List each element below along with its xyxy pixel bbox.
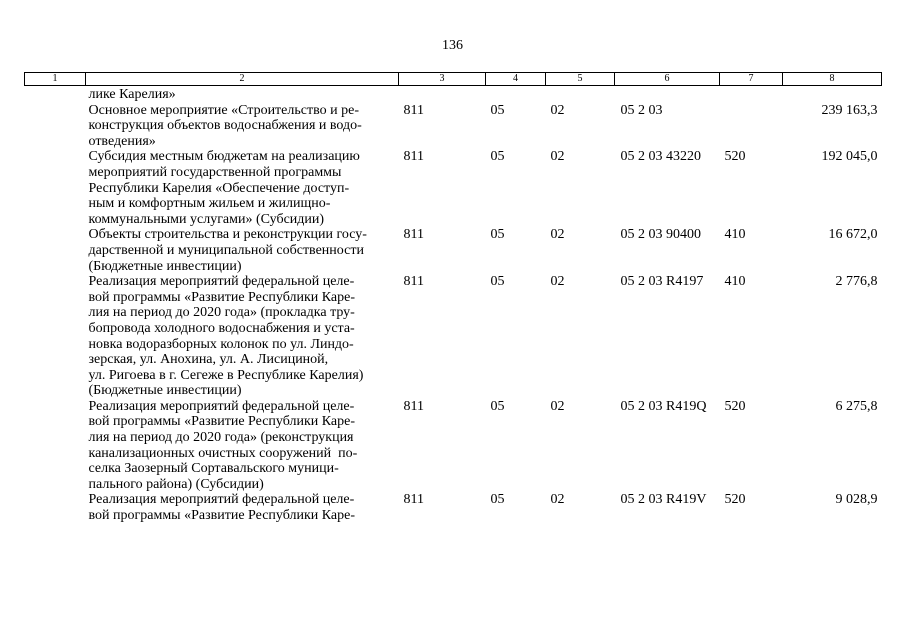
target-article-cell: 05 2 03 43220 xyxy=(620,149,701,165)
target-article-cell: 05 2 03 90400 xyxy=(620,227,701,243)
column-header: 2 xyxy=(86,73,399,86)
item-name-line: Реализация мероприятий федеральной целе- xyxy=(88,274,355,290)
row-number-cell xyxy=(25,227,86,274)
item-name-line: ным и комфортным жильем и жилищно- xyxy=(88,196,331,212)
amount-cell: 2 776,8 xyxy=(835,274,878,290)
item-name-line: коммунальными услугами» (Субсидии) xyxy=(88,211,325,227)
table-row xyxy=(25,492,882,523)
row-number-cell xyxy=(25,86,86,103)
grbs-code-cell xyxy=(399,86,486,103)
section-code-cell: 05 xyxy=(490,398,505,414)
item-name-line: Субсидия местным бюджетам на реализацию xyxy=(88,149,360,165)
column-header: 8 xyxy=(783,73,882,86)
column-header: 4 xyxy=(486,73,546,86)
target-article-cell: 05 2 03 R419Q xyxy=(620,398,707,414)
item-name-line: лике Карелия» xyxy=(88,87,176,102)
expense-type-cell xyxy=(720,86,783,103)
subsection-code-cell: 02 xyxy=(550,274,565,290)
amount-cell xyxy=(783,86,882,103)
item-name-cell xyxy=(86,149,399,227)
section-code-cell: 05 xyxy=(490,227,505,243)
item-name-line: новка водоразборных колонок по ул. Линдо- xyxy=(88,336,354,352)
row-number-cell xyxy=(25,149,86,227)
table-row xyxy=(25,103,882,150)
item-name-line: Реализация мероприятий федеральной целе- xyxy=(88,398,355,414)
item-name-cell xyxy=(86,103,399,150)
item-name-line: ул. Ригоева в г. Сегеже в Республике Карелия) xyxy=(88,367,364,383)
row-number-cell xyxy=(25,103,86,150)
grbs-code-cell: 811 xyxy=(403,274,424,290)
section-code-cell: 05 xyxy=(490,102,505,118)
item-name-line: лия на период до 2020 года» (реконструкция xyxy=(88,430,354,446)
item-name-line: пального района) (Субсидии) xyxy=(88,476,264,492)
subsection-code-cell: 02 xyxy=(550,227,565,243)
item-name-cell xyxy=(86,86,399,103)
grbs-code-cell: 811 xyxy=(403,492,424,508)
item-name-line: вой программы «Развитие Республики Каре- xyxy=(88,414,356,430)
item-name-line: дарственной и муниципальной собственности xyxy=(88,242,364,258)
item-name-line: бопровода холодного водоснабжения и уста- xyxy=(88,320,355,336)
item-name-cell xyxy=(86,227,399,274)
item-name-line: Республики Карелия «Обеспечение доступ- xyxy=(88,180,350,196)
item-name-line: Реализация мероприятий федеральной целе- xyxy=(88,492,355,508)
item-name-line: Объекты строительства и реконструкции госу- xyxy=(88,227,367,243)
column-header: 5 xyxy=(546,73,615,86)
table-row xyxy=(25,274,882,399)
item-name-line: лия на период до 2020 года» (прокладка тру- xyxy=(88,305,355,321)
expense-type-cell: 410 xyxy=(724,274,746,290)
row-number-cell xyxy=(25,492,86,523)
item-name-line: селка Заозерный Сортавальского муници- xyxy=(88,461,339,477)
item-name-line: (Бюджетные инвестиции) xyxy=(88,258,242,274)
target-article-cell: 05 2 03 xyxy=(620,102,663,118)
expense-type-cell: 410 xyxy=(724,227,746,243)
item-name-line: вой программы «Развитие Республики Каре- xyxy=(88,508,356,524)
item-name-line: зерская, ул. Анохина, ул. А. Лисициной, xyxy=(88,352,329,368)
amount-cell: 6 275,8 xyxy=(835,398,878,414)
page-number: 136 xyxy=(442,38,463,53)
expense-type-cell: 520 xyxy=(724,149,746,165)
column-number-header xyxy=(25,73,882,86)
column-header: 1 xyxy=(25,73,86,86)
amount-cell: 9 028,9 xyxy=(835,492,878,508)
item-name-cell xyxy=(86,399,399,493)
target-article-cell: 05 2 03 R4197 xyxy=(620,274,704,290)
section-code-cell: 05 xyxy=(490,274,505,290)
expense-type-cell: 520 xyxy=(724,492,746,508)
target-article-cell xyxy=(615,86,720,103)
item-name-line: Основное мероприятие «Строительство и ре- xyxy=(88,102,359,118)
table-row xyxy=(25,149,882,227)
item-name-line: мероприятий государственной программы xyxy=(88,164,342,180)
amount-cell: 16 672,0 xyxy=(828,227,878,243)
table-body xyxy=(25,86,882,524)
budget-table xyxy=(24,72,882,524)
subsection-code-cell: 02 xyxy=(550,102,565,118)
row-number-cell xyxy=(25,399,86,493)
column-header: 6 xyxy=(615,73,720,86)
item-name-line: (Бюджетные инвестиции) xyxy=(88,383,242,399)
table-row xyxy=(25,399,882,493)
subsection-code-cell: 02 xyxy=(550,492,565,508)
table-row xyxy=(25,86,882,103)
amount-cell: 192 045,0 xyxy=(821,149,878,165)
grbs-code-cell: 811 xyxy=(403,102,424,118)
subsection-code-cell: 02 xyxy=(550,398,565,414)
subsection-code-cell xyxy=(546,86,615,103)
row-number-cell xyxy=(25,274,86,399)
expense-type-cell: 520 xyxy=(724,398,746,414)
section-code-cell xyxy=(486,86,546,103)
column-header: 3 xyxy=(399,73,486,86)
expense-type-cell xyxy=(720,103,783,150)
item-name-cell xyxy=(86,274,399,399)
section-code-cell: 05 xyxy=(490,492,505,508)
grbs-code-cell: 811 xyxy=(403,398,424,414)
subsection-code-cell: 02 xyxy=(550,149,565,165)
table-row xyxy=(25,227,882,274)
item-name-cell xyxy=(86,492,399,523)
section-code-cell: 05 xyxy=(490,149,505,165)
item-name-line: конструкция объектов водоснабжения и водо- xyxy=(88,118,362,134)
column-header: 7 xyxy=(720,73,783,86)
item-name-line: вой программы «Развитие Республики Каре- xyxy=(88,289,356,305)
item-name-line: канализационных очистных сооружений по- xyxy=(88,445,358,461)
item-name-line: отведения» xyxy=(88,133,156,149)
grbs-code-cell: 811 xyxy=(403,227,424,243)
grbs-code-cell: 811 xyxy=(403,149,424,165)
amount-cell: 239 163,3 xyxy=(821,102,878,118)
target-article-cell: 05 2 03 R419V xyxy=(620,492,707,508)
